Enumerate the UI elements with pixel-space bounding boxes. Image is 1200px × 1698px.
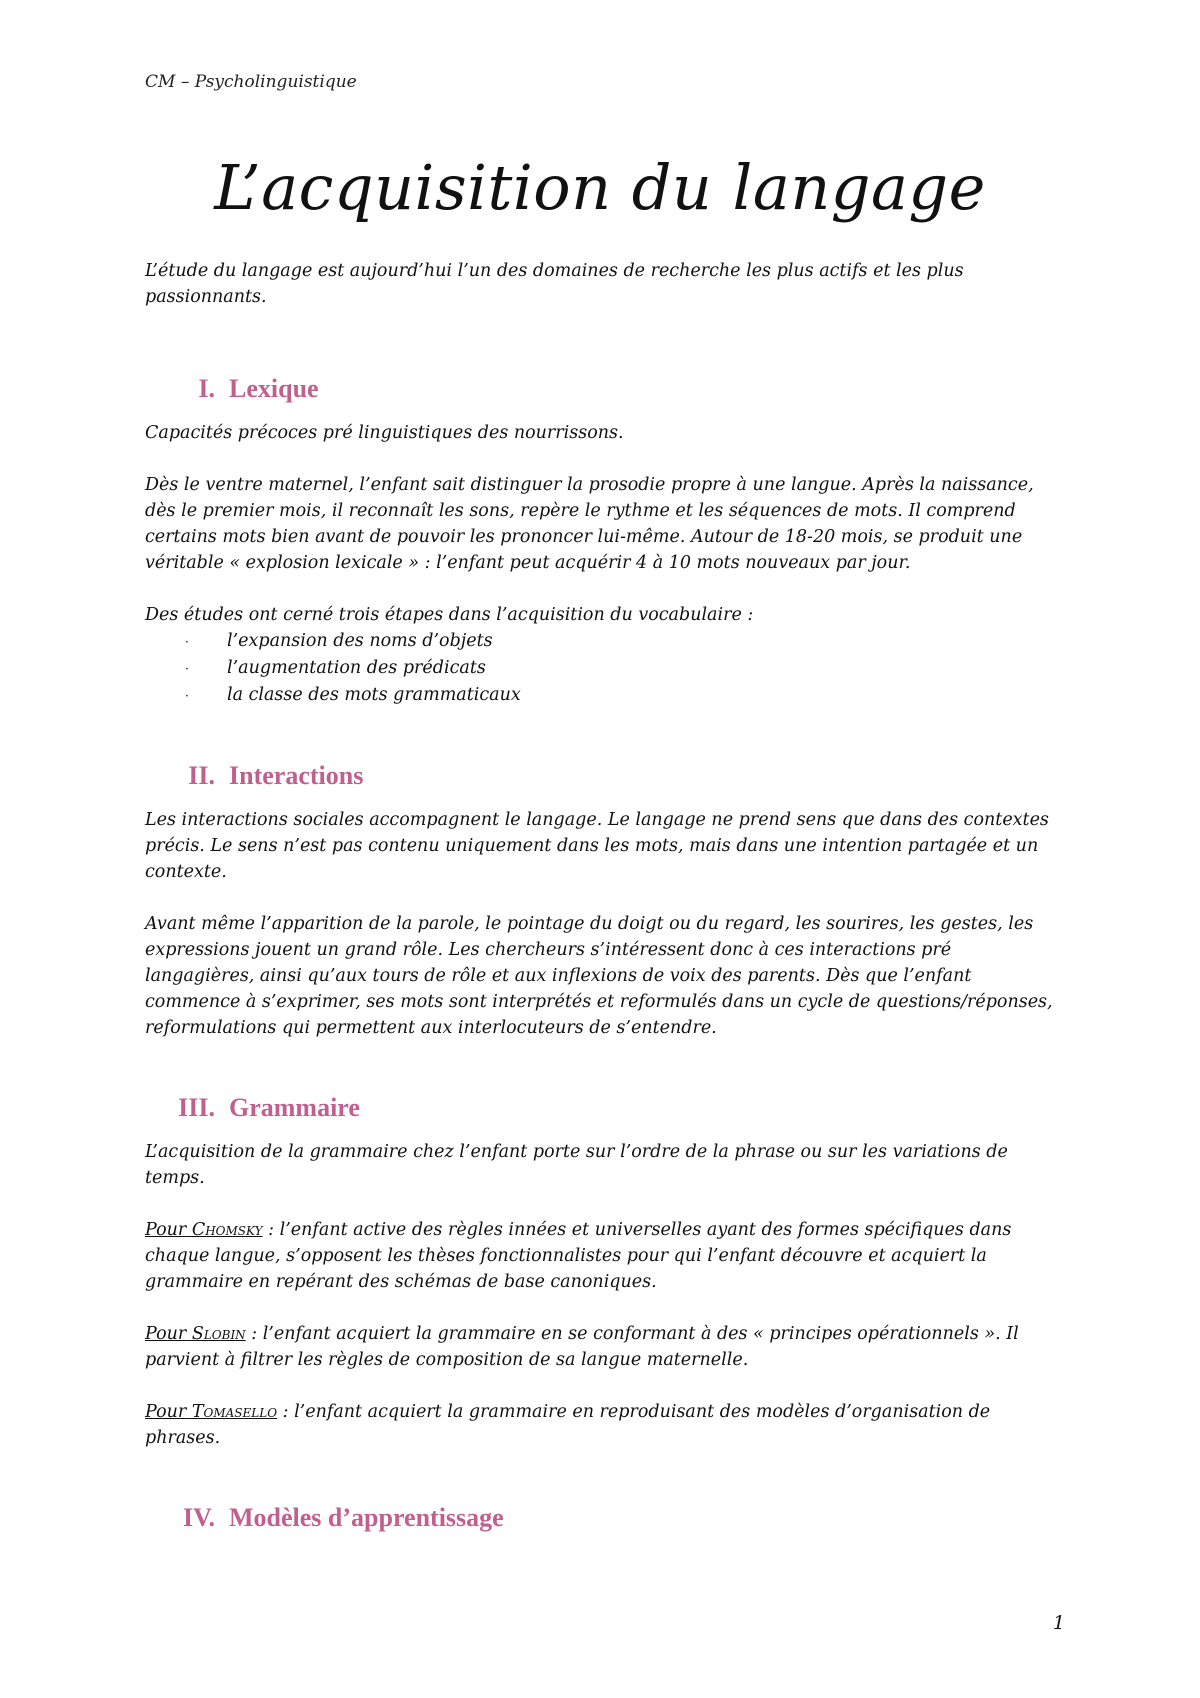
- list-item: [145, 655, 1065, 682]
- section-number: IV.: [182, 1503, 215, 1532]
- intro-paragraph: L’étude du langage est aujourd’hui l’un des domaines de recherche les plus actifs et les plus passionnants.: [145, 261, 964, 307]
- section-heading-interactions: [145, 759, 1065, 793]
- paragraph: Les interactions sociales accompagnent le langage. Le langage ne prend sens que dans des contextes précis. Le sens n’est pas contenu uniquement dans les mots, mais dans une intention partagée et un contexte.: [145, 810, 1049, 882]
- section-heading-grammaire: [145, 1091, 1065, 1125]
- paragraph: Capacités précoces pré linguistiques des nourrissons.: [145, 423, 624, 443]
- section-title: Interactions: [229, 761, 364, 790]
- section-title: Lexique: [229, 374, 319, 403]
- section-heading-modeles: [145, 1501, 1065, 1535]
- bullet-icon: ·: [185, 662, 189, 676]
- paragraph: L’acquisition de la grammaire chez l’enfant porte sur l’ordre de la phrase ou sur les variations de temps.: [145, 1142, 1008, 1188]
- list-item: [145, 682, 1065, 709]
- section-number: III.: [178, 1093, 215, 1122]
- document-title: L’acquisition du langage: [214, 151, 986, 224]
- bullet-icon: ·: [185, 635, 189, 649]
- list-item: [145, 628, 1065, 655]
- running-header: CM – Psycholinguistique: [145, 72, 357, 92]
- author-reference: Pour Chomsky: [145, 1220, 263, 1240]
- paragraph: Dès le ventre maternel, l’enfant sait distinguer la prosodie propre à une langue. Après la naissance, dès le premier mois, il reconnaît les sons, repère le rythme et les séquences de mots. Il comprend certains mots bien avant de pouvoir les prononcer lui-même. Autour de 18-20 mois, se produit une véritable « explosion lexicale » : l’enfant peut acquérir 4 à 10 mots nouveaux par jour.: [145, 475, 1034, 573]
- bullet-icon: ·: [185, 689, 189, 703]
- page-number: 1: [1052, 1612, 1065, 1634]
- list-item-text: l’expansion des noms d’objets: [227, 631, 493, 651]
- theory-paragraph-slobin: Pour Slobin : l’enfant acquiert la grammaire en se conformant à des « principes opérationnels ». Il parvient à filtrer les règles de composition de sa langue maternelle.: [145, 1324, 1019, 1370]
- vocabulary-steps-list: [145, 628, 1065, 709]
- paragraph: Avant même l’apparition de la parole, le pointage du doigt ou du regard, les sourires, les gestes, les expressions jouent un grand rôle. Les chercheurs s’intéressent donc à ces interactions pré langagières, ainsi qu’aux tours de rôle et aux inflexions de voix des parents. Dès que l’enfant commence à s’exprimer, ses mots sont interprétés et reformulés dans un cycle de questions/réponses, reformulations qui permettent aux interlocuteurs de s’entendre.: [145, 914, 1053, 1038]
- list-item-text: l’augmentation des prédicats: [227, 658, 486, 678]
- author-reference: Pour Slobin: [145, 1324, 246, 1344]
- section-number: II.: [188, 761, 215, 790]
- list-item-text: la classe des mots grammaticaux: [227, 685, 521, 705]
- section-heading-lexique: [145, 372, 1065, 406]
- section-number: I.: [198, 374, 215, 403]
- paragraph: Des études ont cerné trois étapes dans l’acquisition du vocabulaire :: [145, 605, 754, 625]
- theory-paragraph-tomasello: Pour Tomasello : l’enfant acquiert la grammaire en reproduisant des modèles d’organisation de phrases.: [145, 1402, 991, 1448]
- theory-paragraph-chomsky: Pour Chomsky : l’enfant active des règles innées et universelles ayant des formes spécifiques dans chaque langue, s’opposent les thèses fonctionnalistes pour qui l’enfant découvre et acquiert la grammaire en repérant des schémas de base canoniques.: [145, 1220, 1012, 1292]
- document-body: [145, 258, 1065, 1535]
- section-title: Grammaire: [229, 1093, 360, 1122]
- section-title: Modèles d’apprentissage: [229, 1503, 504, 1532]
- author-reference: Pour Tomasello: [145, 1402, 278, 1422]
